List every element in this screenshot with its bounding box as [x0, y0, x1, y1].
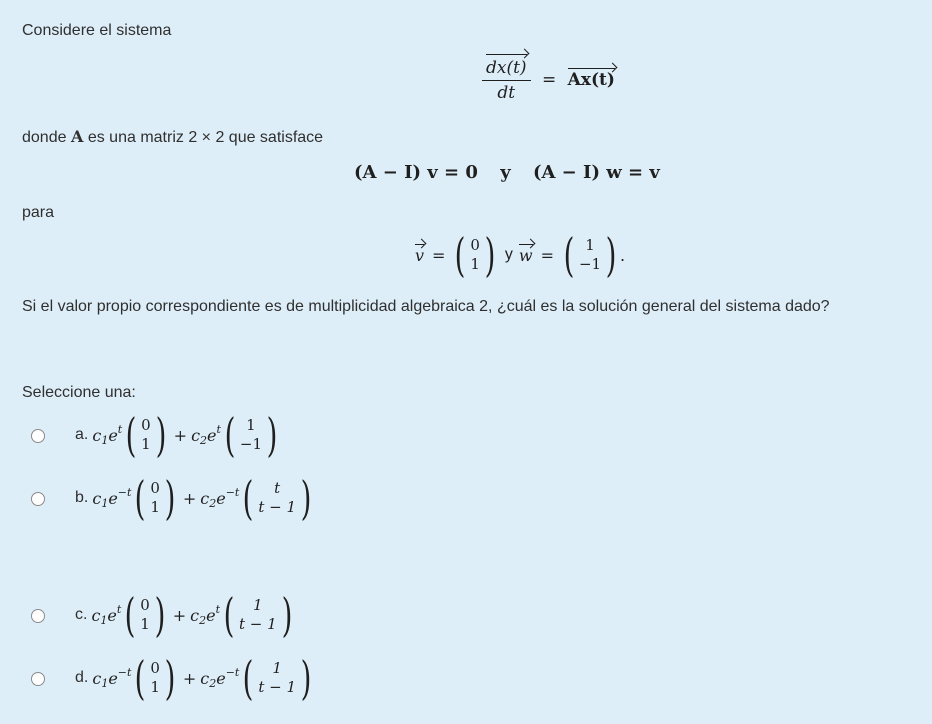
question-prompt: Si el valor propio correspondiente es de multiplicidad algebraica 2, ¿cuál es la solución general del sistema dado?	[22, 298, 830, 315]
option-b[interactable]: b. $c_1e^{-t}$ ( 0 1 ) + $c_2e^{-t}$ ( t t − 1 )	[75, 471, 312, 525]
derivative-numerator: dx(t)	[482, 56, 531, 81]
matrix-sentence: donde A es una matriz 2 × 2 que satisface	[22, 127, 324, 146]
rhs-expression: Ax(t)	[567, 70, 615, 90]
system-equation: $\frac{dx(t)}{dt}$ = Ax(t)	[482, 56, 615, 105]
option-a[interactable]: a. $c_1e^t$ ( 0 1 ) + $c_2e^t$ ( 1 −1 )	[75, 408, 278, 462]
radio-option-b[interactable]	[31, 492, 45, 506]
para-text: para	[22, 204, 55, 221]
option-d[interactable]: d. $c_1e^{-t}$ ( 0 1 ) + $c_2e^{-t}$ ( 1 t − 1 )	[75, 651, 312, 705]
vector-w: ( 1 −1 )	[563, 228, 617, 282]
vectors-connector: y	[504, 246, 513, 263]
vector-v: ( 0 1 )	[455, 228, 496, 282]
vectors-definition: v = ( 0 1 ) y w = ( 1 −1 ) .	[415, 228, 626, 282]
select-label: Seleccione una:	[22, 384, 136, 401]
intro-text: Considere el sistema	[22, 22, 172, 39]
option-c[interactable]: c. $c_1e^t$ ( 0 1 ) + $c_2e^t$ ( 1 t − 1 )	[75, 588, 293, 642]
condition-right: (A − I) w = v	[532, 162, 660, 183]
conditions-equation	[354, 162, 660, 183]
radio-option-d[interactable]	[31, 672, 45, 686]
radio-option-a[interactable]	[31, 429, 45, 443]
condition-left: (A − I) v = 0	[354, 162, 478, 183]
condition-connector: y	[500, 162, 511, 183]
radio-option-c[interactable]	[31, 609, 45, 623]
derivative-denominator: dt	[497, 83, 516, 103]
